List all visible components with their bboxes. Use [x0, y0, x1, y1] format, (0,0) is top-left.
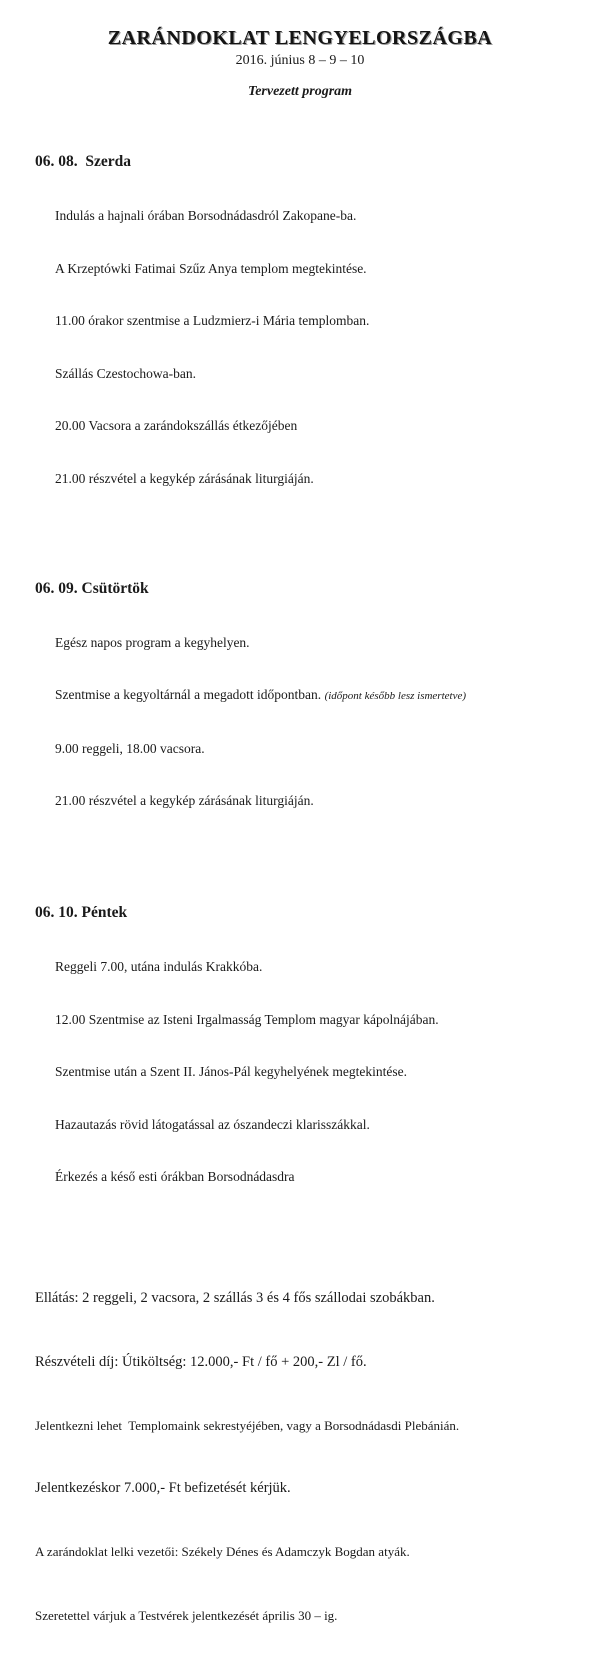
- document-date: 2016. június 8 – 9 – 10: [235, 53, 365, 68]
- program-line: Hazautazás rövid látogatással az ószandeczi klarisszákkal.: [55, 1116, 370, 1132]
- program-line: [55, 687, 570, 705]
- closing-info: Szeretettel várjuk a Testvérek jelentkezését április 30 – ig.: [35, 1607, 338, 1623]
- program-line: 9.00 reggeli, 18.00 vacsora.: [55, 740, 205, 756]
- program-line: Egész napos program a kegyhelyen.: [55, 634, 250, 650]
- program-line: Indulás a hajnali órában Borsodnádasdról Zakopane-ba.: [55, 208, 357, 223]
- footer-info-block: [35, 1253, 580, 1660]
- catering-info: Ellátás: 2 reggeli, 2 vacsora, 2 szállás 3 és 4 fős szállodai szobákban.: [35, 1289, 435, 1306]
- program-line: Szállás Czestochowa-ban.: [55, 365, 196, 381]
- program-line-text: Szentmise a kegyoltárnál a megadott időpontban.: [55, 687, 325, 703]
- program-line: A Krzeptówki Fatimai Szűz Anya templom megtekintése.: [55, 260, 367, 276]
- registration-info: Jelentkezni lehet Templomaink sekrestyéjében, vagy a Borsodnádasdi Plebánián.: [35, 1417, 460, 1433]
- day-section-friday: [35, 867, 570, 1222]
- deposit-info: Jelentkezéskor 7.000,- Ft befizetését kérjük.: [35, 1479, 291, 1496]
- day-heading-thursday: 06. 09. Csütörtök: [35, 579, 149, 597]
- program-line: 11.00 órakor szentmise a Ludzmierz-i Mária templomban.: [55, 313, 370, 329]
- fee-info: Részvételi díj: Útiköltség: 12.000,- Ft / fő + 200,- Zl / fő.: [35, 1353, 367, 1370]
- day-section-thursday: [35, 543, 570, 846]
- time-note: (időpont később lesz ismertetve): [324, 690, 466, 703]
- program-line: 12.00 Szentmise az Isteni Irgalmasság Templom magyar kápolnájában.: [55, 1011, 439, 1027]
- program-line: 21.00 részvétel a kegykép zárásának liturgiáján.: [55, 470, 314, 486]
- program-line: Reggeli 7.00, utána indulás Krakkóba.: [55, 958, 263, 974]
- program-line: 21.00 részvétel a kegykép zárásának liturgiáján.: [55, 793, 314, 809]
- leaders-info: A zarándoklat lelki vezetői: Székely Dénes és Adamczyk Bogdan atyák.: [35, 1543, 410, 1559]
- program-label: Tervezett program: [247, 84, 353, 99]
- program-line: Szentmise után a Szent II. János-Pál kegyhelyének megtekintése.: [55, 1064, 408, 1080]
- program-line: Érkezés a késő esti órákban Borsodnádasdra: [55, 1169, 295, 1185]
- day-heading-friday: 06. 10. Péntek: [35, 903, 128, 921]
- program-line: 20.00 Vacsora a zarándokszállás étkezőjében: [55, 418, 298, 434]
- day-heading-wednesday: 06. 08. Szerda: [35, 153, 132, 170]
- document-title: ZARÁNDOKLAT LENGYELORSZÁGBA: [107, 27, 493, 49]
- day-section-wednesday: [35, 116, 570, 524]
